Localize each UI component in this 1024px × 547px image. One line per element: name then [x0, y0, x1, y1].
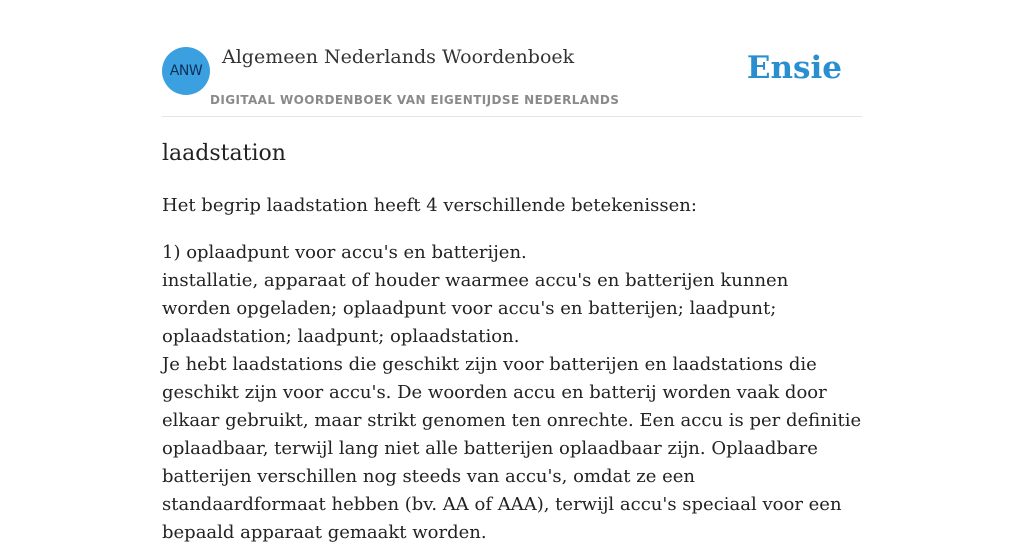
site-header: [162, 40, 862, 117]
entry-intro: Het begrip laadstation heeft 4 verschillende betekenissen:: [162, 195, 697, 216]
anw-logo[interactable]: ANW: [162, 47, 210, 95]
site-title: Algemeen Nederlands Woordenboek: [222, 46, 575, 68]
entry-content: [162, 138, 862, 547]
site-subtitle: DIGITAAL WOORDENBOEK VAN EIGENTIJDSE NEDERLANDS: [210, 93, 620, 107]
entry-title: laadstation: [162, 141, 286, 166]
definition-description: installatie, apparaat of houder waarmee accu's en batterijen kunnen worden opgeladen; oplaadpunt voor accu's en batterijen; laadpunt; oplaadstation; laadpunt; oplaadstation.: [162, 270, 789, 347]
ensie-brand-link[interactable]: Ensie: [746, 50, 842, 86]
definition-1: [162, 239, 862, 547]
definition-heading: 1) oplaadpunt voor accu's en batterijen.: [162, 242, 527, 263]
definition-body: Je hebt laadstations die geschikt zijn voor batterijen en laadstations die geschikt zijn voor accu's. De woorden accu en batterij worden vaak door elkaar gebruikt, maar strikt genomen ten onrechte. Een accu is per definitie oplaadbaar, terwijl lang niet alle batterijen oplaadbaar zijn. Oplaadbare batterijen verschillen nog steeds van accu's, omdat ze een standaardformaat hebben (bv. AA of AAA), terwijl accu's speciaal voor een bepaald apparaat gemaakt worden.: [162, 354, 862, 543]
